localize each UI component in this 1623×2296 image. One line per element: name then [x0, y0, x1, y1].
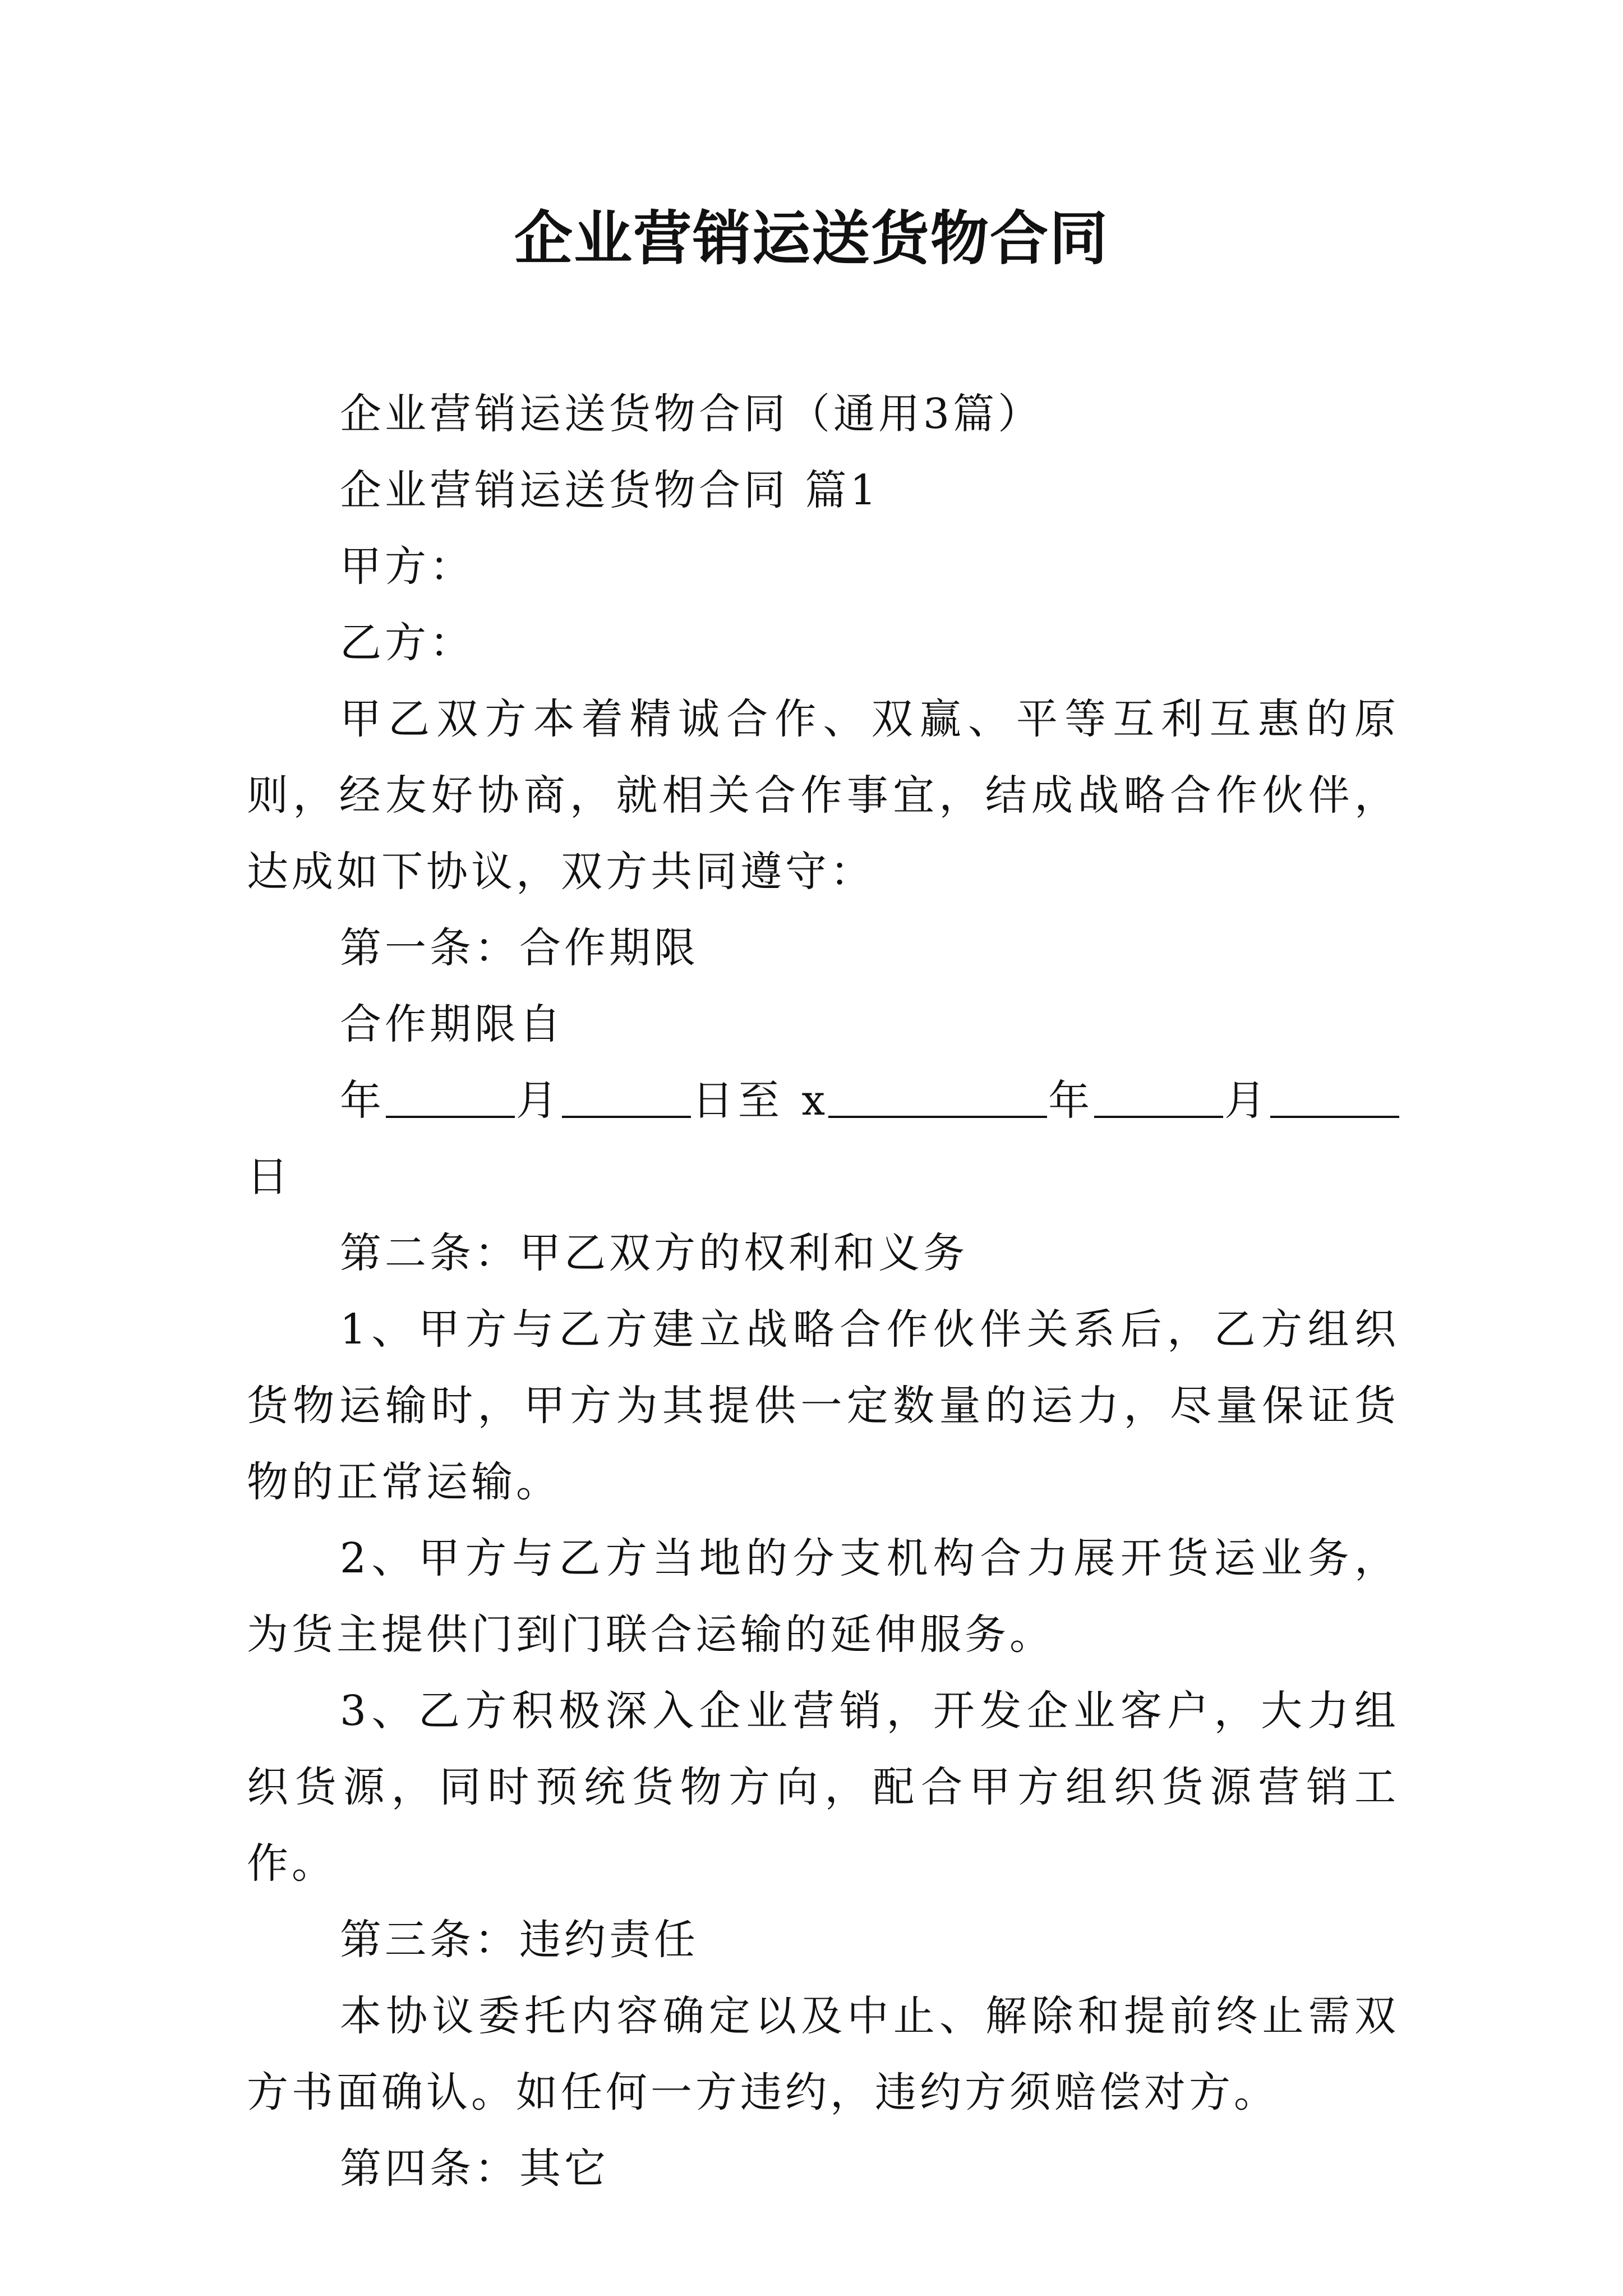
intro-paragraph: 甲乙双方本着精诚合作、双赢、平等互利互惠的原则，经友好协商，就相关合作事宜，结成战略合作伙伴，达成如下协议，双方共同遵守：	[247, 695, 1399, 896]
party-a-label: 甲方：	[340, 542, 474, 591]
date-year-1: 年	[340, 1076, 386, 1125]
blank-year-2	[828, 1075, 1047, 1118]
document-title: 企业营销运送货物合同	[514, 204, 1109, 273]
blank-day-2	[1270, 1075, 1399, 1118]
document-body	[247, 376, 1399, 2207]
clause-1: 1、甲方与乙方建立战略合作伙伴关系后，乙方组织货物运输时，甲方为其提供一定数量的运力，尽量保证货物的正常运输。	[247, 1305, 1399, 1506]
blank-month-2	[1094, 1075, 1223, 1118]
chapter-heading: 企业营销运送货物合同 篇1	[340, 466, 880, 514]
blank-day-1	[562, 1075, 691, 1118]
blank-month-1	[386, 1075, 515, 1118]
article-3-heading: 第三条：违约责任	[340, 1916, 699, 1964]
date-day-to: 日至 x	[690, 1076, 829, 1125]
article-2-heading: 第二条：甲乙双方的权利和义务	[340, 1229, 968, 1277]
breach-paragraph: 本协议委托内容确定以及中止、解除和提前终止需双方书面确认。如任何一方违约，违约方须赔偿对方。	[247, 1992, 1399, 2116]
date-month-1: 月	[514, 1076, 562, 1125]
clause-3: 3、乙方积极深入企业营销，开发企业客户，大力组织货源，同时预统货物方向，配合甲方组织货源营销工作。	[247, 1687, 1399, 1888]
date-day-2: 日	[247, 1153, 292, 1201]
clause-2: 2、甲方与乙方当地的分支机构合力展开货运业务，为货主提供门到门联合运输的延伸服务。	[247, 1534, 1399, 1659]
subtitle-paragraph: 企业营销运送货物合同（通用3篇）	[340, 390, 1043, 438]
party-b-label: 乙方：	[340, 619, 474, 667]
date-month-2: 月	[1223, 1076, 1271, 1125]
date-year-2: 年	[1047, 1076, 1095, 1125]
article-1-heading: 第一条：合作期限	[340, 924, 699, 972]
term-date-line	[247, 1062, 1399, 1215]
term-start-text: 合作期限自	[340, 1000, 564, 1048]
article-4-heading: 第四条：其它	[340, 2145, 609, 2193]
